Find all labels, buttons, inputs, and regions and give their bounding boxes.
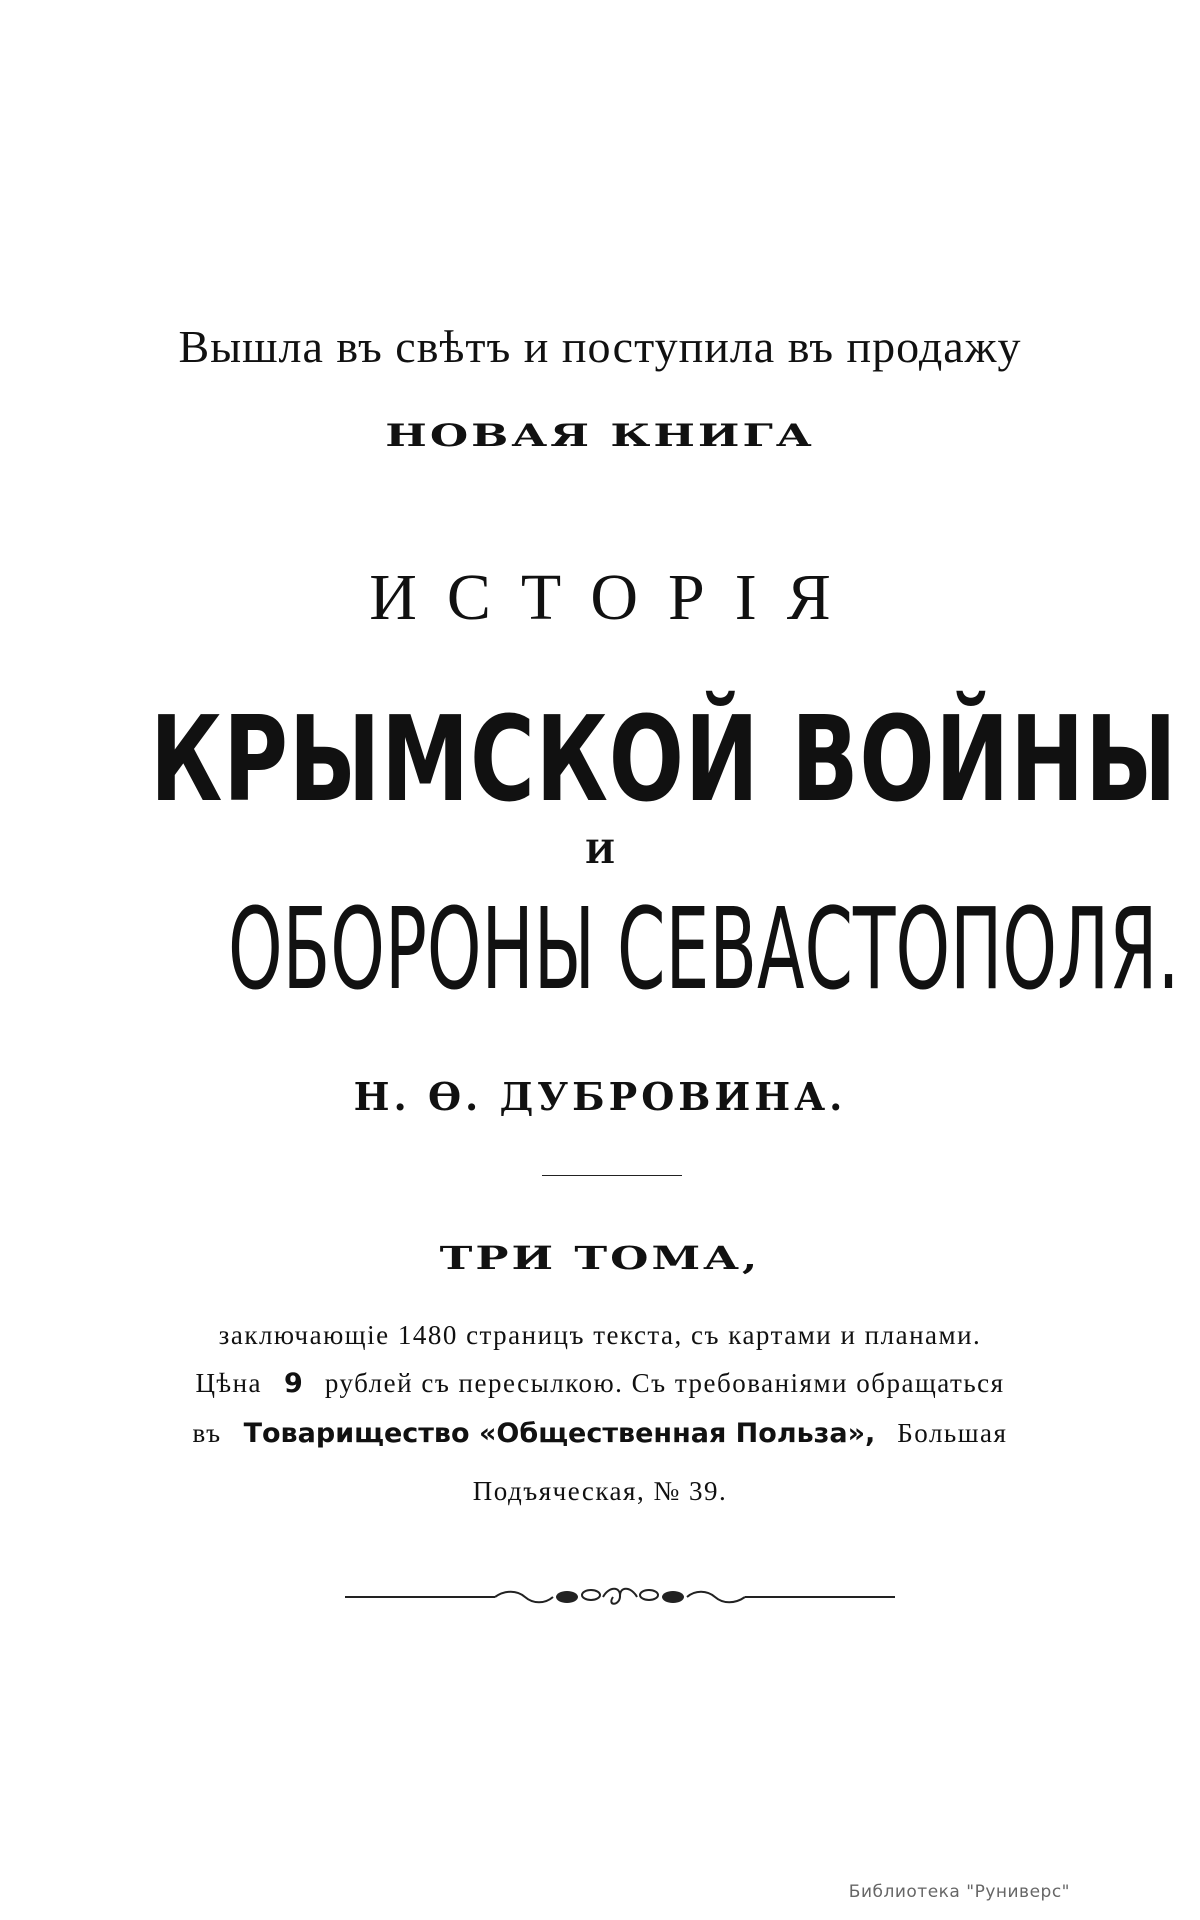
price-details: рублей съ пересылкою. Съ требованіями обращаться: [324, 1368, 1005, 1398]
history-word: ИСТОРІЯ: [369, 561, 861, 634]
author-name: Н. Ѳ. ДУБРОВИНА.: [353, 1074, 847, 1119]
short-divider: [542, 1175, 682, 1176]
volumes-heading: ТРИ ТОМА,: [439, 1240, 761, 1277]
library-watermark: Библиотека "Руниверс": [848, 1882, 1070, 1902]
intro-text: Вышла въ свѣтъ и поступила въ продажу: [178, 321, 1022, 372]
price-label: Цѣна: [195, 1368, 263, 1398]
title-line-2: ОБОРОНЫ СЕВАСТОПОЛЯ.: [228, 885, 1180, 1015]
ornament-divider-icon: [345, 1582, 895, 1612]
description-line-3: [0, 1418, 1200, 1449]
title-line-1: КРЫМСКОЙ ВОЙНЫ: [150, 690, 1178, 828]
address-prefix: въ: [192, 1418, 222, 1448]
price-value: 9: [284, 1368, 303, 1399]
description-line-4: Подъяческая, № 39.: [472, 1476, 728, 1506]
publisher-name: Товарищество «Общественная Польза»,: [243, 1418, 876, 1449]
street-part-1: Большая: [897, 1418, 1008, 1448]
new-book-heading: НОВАЯ КНИГА: [385, 418, 815, 454]
description-line-2: [0, 1368, 1200, 1399]
description-line-1: заключающіе 1480 страницъ текста, съ картами и планами.: [218, 1320, 982, 1350]
conjunction: И: [584, 833, 616, 871]
